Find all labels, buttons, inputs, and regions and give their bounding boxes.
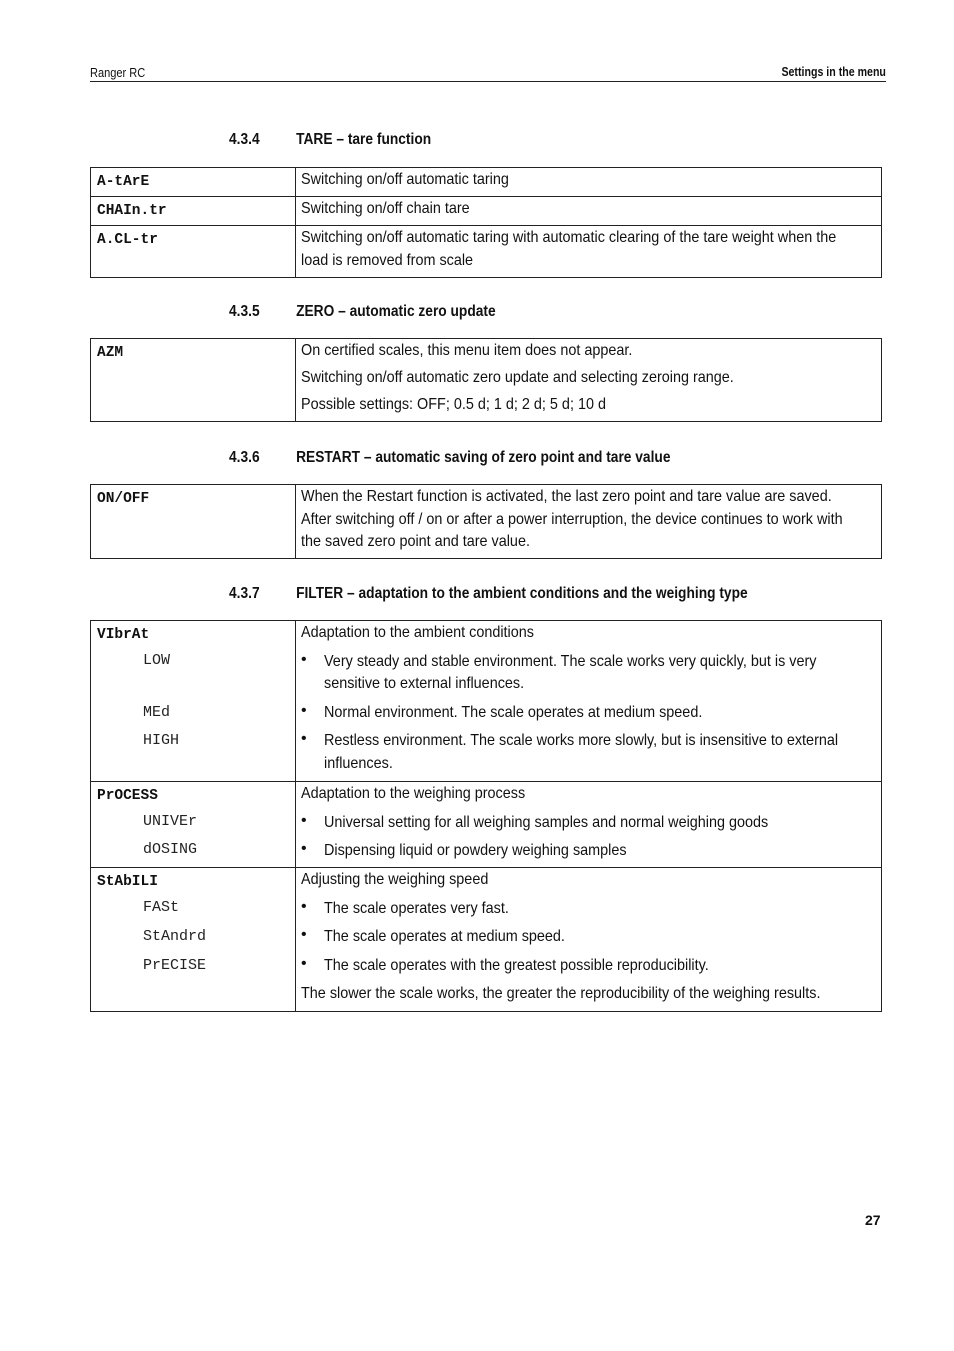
table-row [91,621,882,782]
table-row [91,782,882,868]
restart-table [90,484,882,559]
menu-desc: Adaptation to the weighing process [301,785,526,802]
menu-desc: After switching off / on or after a power interruption, the device continues to work with [301,510,843,528]
menu-note: The slower the scale works, the greater the reproducibility of the weighing results. [301,985,821,1002]
section-title: TARE – tare function [296,131,432,148]
document-title: Ranger RC [90,65,146,80]
list-item: • The scale operates very fast. [301,898,881,921]
menu-key: CHAIn.tr [97,203,167,219]
menu-option: StAndrd [143,928,207,945]
menu-desc: Switching on/off automatic taring with automatic clearing of the tare weight when the [301,229,837,246]
list-item: • The scale operates at medium speed. [301,926,881,949]
menu-key: ON/OFF [97,491,150,507]
section-heading-zero [229,303,496,321]
menu-desc: Switching on/off automatic taring [301,171,509,188]
menu-desc: Switching on/off automatic zero update and selecting zeroing range. [301,368,734,386]
section-heading-tare [229,131,431,149]
menu-desc: On certified scales, this menu item does not appear. [301,342,633,359]
table-row [91,168,882,197]
section-number: 4.3.6 [229,449,260,466]
menu-desc: load is removed from scale [301,251,474,269]
section-heading-filter [229,585,748,603]
list-item: • Dispensing liquid or powdery weighing samples [301,840,881,863]
tare-table [90,167,882,278]
page-header [90,62,886,82]
list-item: • Universal setting for all weighing samples and normal weighing goods [301,812,881,835]
list-item: • Very steady and stable environment. The scale works very quickly, but is very sensitive to external influences. [301,651,881,696]
menu-desc: the saved zero point and tare value. [301,533,530,550]
page-number: 27 [865,1212,881,1228]
menu-key: PrOCESS [97,788,158,804]
table-row [91,197,882,226]
filter-table [90,620,882,1012]
list-item: • The scale operates with the greatest possible reproducibility. [301,955,881,978]
table-row [91,226,882,278]
menu-desc: Switching on/off chain tare [301,200,470,217]
menu-option: LOW [143,652,171,669]
table-row [91,485,882,559]
menu-desc: When the Restart function is activated, the last zero point and tare value are saved. [301,488,832,505]
menu-desc: Adaptation to the ambient conditions [301,624,534,641]
menu-key: AZM [97,345,124,361]
menu-key: A.CL-tr [97,232,158,248]
section-number: 4.3.7 [229,585,260,602]
table-row [91,868,882,1012]
menu-key: VIbrAt [97,627,150,643]
list-item: • Normal environment. The scale operates at medium speed. [301,702,881,725]
menu-key: StAbILI [97,874,158,890]
menu-option: UNIVEr [143,813,198,830]
section-heading-restart [229,449,670,467]
menu-key: A-tArE [97,174,150,190]
menu-desc: Adjusting the weighing speed [301,871,489,888]
menu-desc: Possible settings: OFF; 0.5 d; 1 d; 2 d; 5 d; 10 d [301,396,606,413]
section-title: RESTART – automatic saving of zero point and tare value [296,449,671,466]
menu-option: HIGH [143,732,180,749]
menu-option: PrECISE [143,957,207,974]
table-row [91,339,882,422]
section-title: ZERO – automatic zero update [296,303,496,320]
list-item: • Restless environment. The scale works more slowly, but is insensitive to external influences. [301,730,881,775]
menu-option: FASt [143,899,180,916]
menu-option: dOSING [143,841,198,858]
chapter-title: Settings in the menu [781,65,886,79]
section-number: 4.3.4 [229,131,260,148]
section-number: 4.3.5 [229,303,260,320]
zero-table [90,338,882,422]
menu-option: MEd [143,704,171,721]
section-title: FILTER – adaptation to the ambient conditions and the weighing type [296,585,748,602]
